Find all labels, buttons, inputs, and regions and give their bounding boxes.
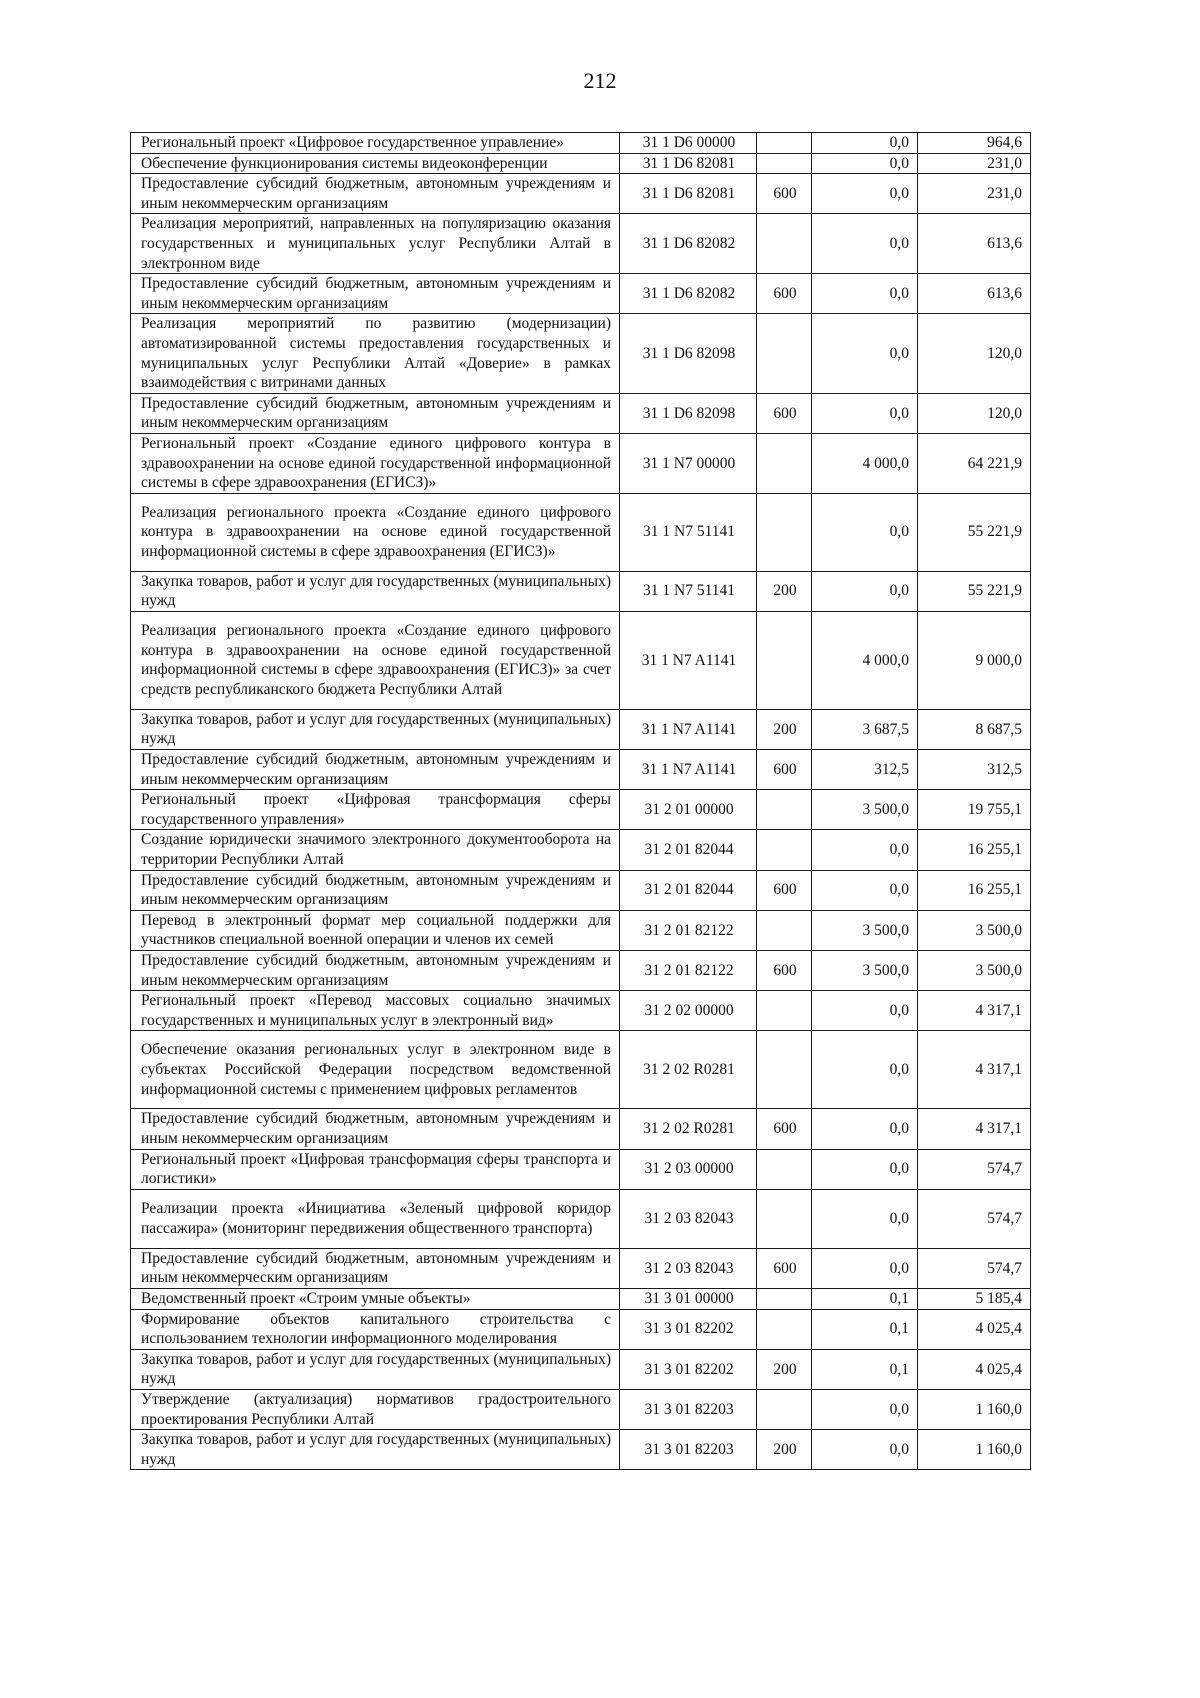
row-amount-change: 3 687,5 (812, 709, 918, 749)
row-name: Региональный проект «Цифровая трансформация сферы транспорта и логистики» (131, 1149, 620, 1189)
row-amount-total: 574,7 (918, 1248, 1031, 1288)
row-amount-total: 1 160,0 (918, 1389, 1031, 1429)
row-amount-change: 0,0 (812, 1149, 918, 1189)
row-name: Создание юридически значимого электронного документооборота на территории Республики Алтай (131, 830, 620, 870)
row-amount-total: 64 221,9 (918, 433, 1031, 493)
row-target-code: 31 2 01 00000 (620, 790, 757, 830)
row-name: Формирование объектов капитального строительства с использованием технологии информационного моделирования (131, 1309, 620, 1349)
row-name: Предоставление субсидий бюджетным, автономным учреждениям и иным некоммерческим организациям (131, 393, 620, 433)
row-name: Реализация мероприятий по развитию (модернизации) автоматизированной системы предоставления государственных и муниципальных услуг Республики Алтай «Доверие» в рамках взаимодействия с витринами данных (131, 314, 620, 393)
row-expense-kind (757, 1288, 812, 1309)
row-target-code: 31 2 01 82044 (620, 870, 757, 910)
row-name: Утверждение (актуализация) нормативов градостроительного проектирования Республики Алтай (131, 1389, 620, 1429)
row-target-code: 31 1 D6 00000 (620, 133, 757, 154)
row-amount-total: 574,7 (918, 1189, 1031, 1248)
table-row (131, 571, 1031, 611)
row-target-code: 31 1 D6 82081 (620, 174, 757, 214)
row-name: Реализация регионального проекта «Создание единого цифрового контура в здравоохранении на основе единой государственной информационной системы в сфере здравоохранения (ЕГИСЗ)» (131, 493, 620, 571)
row-name: Реализации проекта «Инициатива «Зеленый цифровой коридор пассажира» (мониторинг передвижения общественного транспорта) (131, 1189, 620, 1248)
row-name: Реализация регионального проекта «Создание единого цифрового контура в здравоохранении на основе единой государственной информационной системы в сфере здравоохранения (ЕГИСЗ)» за счет средств республиканского бюджета Республики Алтай (131, 611, 620, 709)
row-amount-change: 0,0 (812, 1031, 918, 1109)
row-target-code: 31 2 02 R0281 (620, 1109, 757, 1149)
table-row (131, 133, 1031, 154)
row-amount-total: 231,0 (918, 153, 1031, 174)
row-expense-kind (757, 153, 812, 174)
row-target-code: 31 3 01 82203 (620, 1430, 757, 1470)
row-expense-kind (757, 1149, 812, 1189)
row-target-code: 31 2 03 82043 (620, 1189, 757, 1248)
row-expense-kind: 200 (757, 709, 812, 749)
budget-table (130, 132, 1031, 1470)
table-row (131, 1031, 1031, 1109)
table-row (131, 790, 1031, 830)
row-amount-change: 0,0 (812, 991, 918, 1031)
row-name: Предоставление субсидий бюджетным, автономным учреждениям и иным некоммерческим организациям (131, 274, 620, 314)
row-target-code: 31 2 01 82044 (620, 830, 757, 870)
row-target-code: 31 1 N7 51141 (620, 571, 757, 611)
row-target-code: 31 3 01 82203 (620, 1389, 757, 1429)
row-expense-kind: 600 (757, 1248, 812, 1288)
row-name: Закупка товаров, работ и услуг для государственных (муниципальных) нужд (131, 571, 620, 611)
row-amount-change: 0,0 (812, 214, 918, 274)
row-amount-change: 0,1 (812, 1288, 918, 1309)
row-expense-kind (757, 991, 812, 1031)
row-target-code: 31 1 N7 00000 (620, 433, 757, 493)
row-amount-total: 4 025,4 (918, 1349, 1031, 1389)
page-number: 212 (583, 68, 617, 93)
row-name: Региональный проект «Создание единого цифрового контура в здравоохранении на основе единой государственной информационной системы в сфере здравоохранения (ЕГИСЗ)» (131, 433, 620, 493)
row-expense-kind: 600 (757, 951, 812, 991)
table-row (131, 1309, 1031, 1349)
row-amount-total: 964,6 (918, 133, 1031, 154)
row-amount-change: 0,1 (812, 1309, 918, 1349)
row-name: Реализация мероприятий, направленных на популяризацию оказания государственных и муниципальных услуг Республики Алтай в электронном виде (131, 214, 620, 274)
row-expense-kind (757, 314, 812, 393)
row-amount-total: 55 221,9 (918, 493, 1031, 571)
row-amount-change: 0,0 (812, 1189, 918, 1248)
row-expense-kind (757, 910, 812, 950)
row-target-code: 31 1 N7 A1141 (620, 611, 757, 709)
row-amount-change: 3 500,0 (812, 790, 918, 830)
row-amount-total: 312,5 (918, 750, 1031, 790)
row-amount-total: 5 185,4 (918, 1288, 1031, 1309)
table-row (131, 870, 1031, 910)
row-amount-total: 16 255,1 (918, 870, 1031, 910)
row-name: Обеспечение оказания региональных услуг в электронном виде в субъектах Российской Федерации посредством ведомственной информационной системы с применением цифровых регламентов (131, 1031, 620, 1109)
row-target-code: 31 1 N7 A1141 (620, 750, 757, 790)
row-amount-total: 1 160,0 (918, 1430, 1031, 1470)
row-amount-change: 0,0 (812, 174, 918, 214)
row-expense-kind: 600 (757, 393, 812, 433)
row-name: Предоставление субсидий бюджетным, автономным учреждениям и иным некоммерческим организациям (131, 951, 620, 991)
row-amount-change: 3 500,0 (812, 910, 918, 950)
row-amount-total: 8 687,5 (918, 709, 1031, 749)
row-amount-total: 613,6 (918, 214, 1031, 274)
row-name: Региональный проект «Перевод массовых социально значимых государственных и муниципальных услуг в электронный вид» (131, 991, 620, 1031)
row-expense-kind (757, 1031, 812, 1109)
row-amount-change: 4 000,0 (812, 611, 918, 709)
row-name: Региональный проект «Цифровая трансформация сферы государственного управления» (131, 790, 620, 830)
row-expense-kind (757, 133, 812, 154)
table-row (131, 493, 1031, 571)
row-target-code: 31 3 01 00000 (620, 1288, 757, 1309)
table-row (131, 174, 1031, 214)
row-name: Предоставление субсидий бюджетным, автономным учреждениям и иным некоммерческим организациям (131, 870, 620, 910)
row-target-code: 31 3 01 82202 (620, 1349, 757, 1389)
table-row (131, 1349, 1031, 1389)
row-expense-kind (757, 830, 812, 870)
table-row (131, 991, 1031, 1031)
row-amount-change: 0,0 (812, 1248, 918, 1288)
row-name: Ведомственный проект «Строим умные объекты» (131, 1288, 620, 1309)
row-target-code: 31 3 01 82202 (620, 1309, 757, 1349)
row-amount-change: 0,0 (812, 314, 918, 393)
row-name: Региональный проект «Цифровое государственное управление» (131, 133, 620, 154)
row-target-code: 31 2 03 00000 (620, 1149, 757, 1189)
row-expense-kind: 600 (757, 174, 812, 214)
row-amount-change: 0,0 (812, 571, 918, 611)
table-row (131, 910, 1031, 950)
row-target-code: 31 2 01 82122 (620, 951, 757, 991)
row-expense-kind (757, 1189, 812, 1248)
table-row (131, 1248, 1031, 1288)
row-target-code: 31 1 N7 51141 (620, 493, 757, 571)
row-target-code: 31 2 02 R0281 (620, 1031, 757, 1109)
row-amount-total: 3 500,0 (918, 910, 1031, 950)
row-amount-total: 120,0 (918, 393, 1031, 433)
table-row (131, 830, 1031, 870)
row-name: Предоставление субсидий бюджетным, автономным учреждениям и иным некоммерческим организациям (131, 174, 620, 214)
row-name: Закупка товаров, работ и услуг для государственных (муниципальных) нужд (131, 1430, 620, 1470)
table-row (131, 1109, 1031, 1149)
table-row (131, 1288, 1031, 1309)
table-row (131, 951, 1031, 991)
row-name: Предоставление субсидий бюджетным, автономным учреждениям и иным некоммерческим организациям (131, 1248, 620, 1288)
row-expense-kind (757, 611, 812, 709)
row-amount-total: 574,7 (918, 1149, 1031, 1189)
row-amount-total: 4 025,4 (918, 1309, 1031, 1349)
row-amount-total: 4 317,1 (918, 1031, 1031, 1109)
row-amount-change: 0,0 (812, 133, 918, 154)
table-row (131, 1430, 1031, 1470)
row-name: Предоставление субсидий бюджетным, автономным учреждениям и иным некоммерческим организациям (131, 750, 620, 790)
row-amount-change: 0,0 (812, 493, 918, 571)
table-row (131, 750, 1031, 790)
row-name: Закупка товаров, работ и услуг для государственных (муниципальных) нужд (131, 1349, 620, 1389)
row-amount-total: 613,6 (918, 274, 1031, 314)
table-row (131, 393, 1031, 433)
row-expense-kind: 200 (757, 571, 812, 611)
row-name: Перевод в электронный формат мер социальной поддержки для участников специальной военной операции и членов их семей (131, 910, 620, 950)
row-target-code: 31 1 D6 82081 (620, 153, 757, 174)
row-amount-change: 3 500,0 (812, 951, 918, 991)
row-amount-change: 0,0 (812, 830, 918, 870)
row-amount-change: 0,1 (812, 1349, 918, 1389)
table-row (131, 214, 1031, 274)
row-amount-total: 3 500,0 (918, 951, 1031, 991)
row-amount-total: 55 221,9 (918, 571, 1031, 611)
table-row (131, 274, 1031, 314)
table-row (131, 1149, 1031, 1189)
row-expense-kind (757, 1309, 812, 1349)
row-amount-change: 0,0 (812, 393, 918, 433)
row-amount-total: 16 255,1 (918, 830, 1031, 870)
row-amount-change: 0,0 (812, 153, 918, 174)
row-target-code: 31 2 01 82122 (620, 910, 757, 950)
row-expense-kind: 200 (757, 1430, 812, 1470)
row-expense-kind: 600 (757, 750, 812, 790)
row-amount-change: 0,0 (812, 274, 918, 314)
table-row (131, 611, 1031, 709)
row-expense-kind (757, 493, 812, 571)
row-amount-total: 120,0 (918, 314, 1031, 393)
row-name: Предоставление субсидий бюджетным, автономным учреждениям и иным некоммерческим организациям (131, 1109, 620, 1149)
row-amount-change: 312,5 (812, 750, 918, 790)
row-name: Обеспечение функционирования системы видеоконференции (131, 153, 620, 174)
row-amount-change: 0,0 (812, 1389, 918, 1429)
row-target-code: 31 1 D6 82098 (620, 393, 757, 433)
row-amount-change: 0,0 (812, 1430, 918, 1470)
row-target-code: 31 1 D6 82082 (620, 214, 757, 274)
row-target-code: 31 1 D6 82098 (620, 314, 757, 393)
table-row (131, 1389, 1031, 1429)
row-target-code: 31 2 02 00000 (620, 991, 757, 1031)
row-target-code: 31 2 03 82043 (620, 1248, 757, 1288)
table-row (131, 1189, 1031, 1248)
table-row (131, 433, 1031, 493)
row-amount-change: 0,0 (812, 1109, 918, 1149)
row-amount-total: 4 317,1 (918, 991, 1031, 1031)
row-target-code: 31 1 N7 A1141 (620, 709, 757, 749)
row-amount-change: 4 000,0 (812, 433, 918, 493)
table-row (131, 314, 1031, 393)
row-amount-change: 0,0 (812, 870, 918, 910)
row-target-code: 31 1 D6 82082 (620, 274, 757, 314)
row-amount-total: 4 317,1 (918, 1109, 1031, 1149)
row-expense-kind: 600 (757, 274, 812, 314)
row-expense-kind: 600 (757, 870, 812, 910)
table-row (131, 153, 1031, 174)
row-amount-total: 19 755,1 (918, 790, 1031, 830)
row-name: Закупка товаров, работ и услуг для государственных (муниципальных) нужд (131, 709, 620, 749)
row-expense-kind: 600 (757, 1109, 812, 1149)
row-amount-total: 231,0 (918, 174, 1031, 214)
table-row (131, 709, 1031, 749)
row-expense-kind (757, 790, 812, 830)
row-expense-kind (757, 214, 812, 274)
row-amount-total: 9 000,0 (918, 611, 1031, 709)
row-expense-kind (757, 433, 812, 493)
row-expense-kind: 200 (757, 1349, 812, 1389)
row-expense-kind (757, 1389, 812, 1429)
